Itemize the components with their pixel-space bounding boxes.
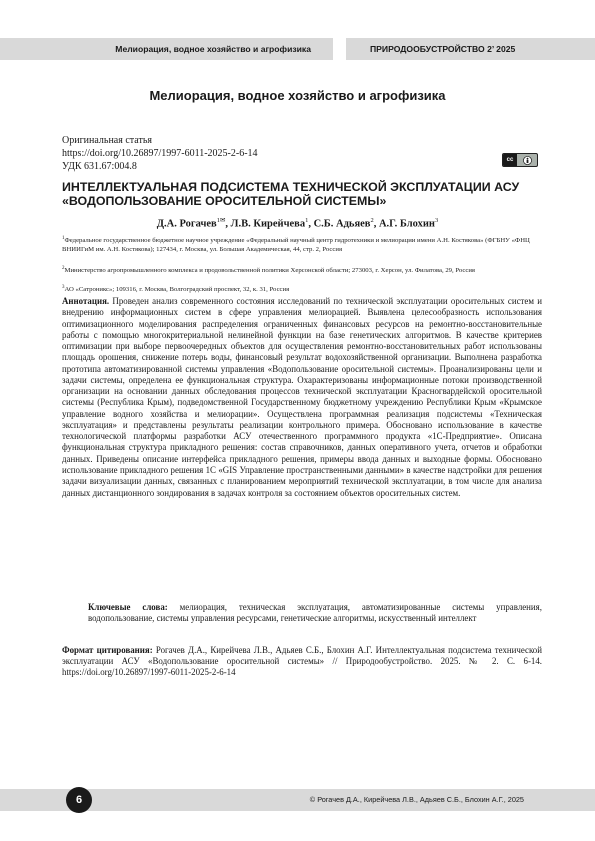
affiliation-text: Федеральное государственное бюджетное научное учреждение «Федеральный научный центр гидротехники и мелиорации имени А.Н. Костякова» (ФГБНУ «ФНЦ ВНИИГиМ им. А.Н. Костякова); 127434, г. Москва, ул. Большая Академическая, 44, стр. 2, Россия	[62, 237, 530, 254]
affiliation-text: Министерство агропромышленного комплекса и продовольственной политики Херсонской области; 273003, г. Херсон, ул. Филатова, 29, Россия	[64, 267, 476, 275]
abstract-label: Аннотация.	[62, 296, 110, 306]
copyright-notice: © Рогачев Д.А., Кирейчева Л.В., Адьяев С.Б., Блохин А.Г., 2025	[309, 795, 524, 804]
affiliation-2	[62, 264, 542, 275]
article-meta	[62, 134, 258, 173]
author-affiliation-ref: 1✉	[216, 217, 226, 224]
author-name: С.Б. Адьяев	[313, 218, 371, 230]
citation-text: Рогачев Д.А., Кирейчева Л.В., Адьяев С.Б., Блохин А.Г. Интеллектуальная подсистема технической эксплуатации АСУ «Водопользование оросительной системы» // Природообустройство. 2025. № 2. С. 6-14. https://doi.org/10.26897/1997-6011-2025-2-6-14	[62, 645, 542, 678]
affiliation-number: 2	[62, 266, 65, 271]
author-name: Д.А. Рогачев	[156, 218, 217, 230]
author-separator: ,	[225, 218, 231, 230]
attribution-person-icon	[517, 154, 537, 166]
affiliation-number: 3	[62, 285, 65, 290]
udc-code: УДК 631.67:004.8	[62, 161, 137, 172]
author-name: Л.В. Кирейчева	[230, 218, 306, 230]
page-number: 6	[66, 787, 92, 813]
author-separator: ,	[308, 218, 314, 230]
author-separator: ,	[373, 218, 379, 230]
article-title: ИНТЕЛЛЕКТУАЛЬНАЯ ПОДСИСТЕМА ТЕХНИЧЕСКОЙ ЭКСПЛУАТАЦИИ АСУ «ВОДОПОЛЬЗОВАНИЕ ОРОСИТЕЛЬНОЙ СИСТЕМЫ»	[62, 180, 520, 208]
running-header-section: Мелиорация, водное хозяйство и агрофизика	[0, 38, 333, 60]
keywords	[88, 602, 542, 624]
section-title: Мелиорация, водное хозяйство и агрофизика	[149, 88, 446, 103]
article-type: Оригинальная статья	[62, 135, 152, 146]
abstract-text: Проведен анализ современного состояния исследований по технической эксплуатации оросительных систем и внедрению информационных систем в сфере управления мелиорацией. Выявлена целесообразность использования оптимизационного моделирования распределения ограниченных финансовых ресурсов на ремонтно-восстановительные работы с помощью многокритериальной нелинейной функции на базе генетических алгоритмов. В качестве критериев оптимизации при выборе первоочередных объектов для осуществления ремонтно-восстановительных работ использованы площадь орошения, снижение потерь воды, финансовый результат водохозяйственной организации. Выполнена разработка прототипа автоматизированной системы управления «Водопользование оросительной системы». Проанализированы цели и задачи системы, определена ее функциональная структура. Охарактеризованы информационные потоки производственной организации на основании данных обследования процессов технической эксплуатации Красногвардейской оросительной системы (Республика Крым), подведомственной Государственному бюджетному учреждению Республики Крым «Крымское управление водного хозяйства и мелиорации». Осуществлена программная реализация подсистемы «Техническая эксплуатация» и представлены результаты реализации контрольного примера. Обосновано использование в качестве технологической платформы разработки АСУ отечественного программного продукта «1С-Предприятие». Описана функциональная структура прикладного решения: состав справочников, данных оперативного учета, отчетов и обработки данных. Приведены описание интерфейса прикладного решения, примеры ввода данных и выходные формы. Обосновано использование прикладного решения 1С «GIS Управление пространственными данными» в качестве надстройки для решения задачи визуализации данных, связанных с планированием мероприятий технической эксплуатации, в том числе для анализа данных дистанционного зондирования в задачах контроля за состоянием объектов оросительных систем.	[62, 296, 542, 498]
cc-logo-icon: cc	[503, 154, 517, 166]
affiliation-3	[62, 283, 542, 294]
citation-label: Формат цитирования:	[62, 645, 153, 655]
author-name: А.Г. Блохин	[378, 218, 435, 230]
author-list	[0, 216, 595, 230]
author-affiliation-ref: 1	[305, 217, 309, 224]
author-affiliation-ref: 3	[434, 217, 439, 224]
affiliation-number: 1	[62, 236, 65, 241]
author-affiliation-ref: 2	[370, 217, 374, 224]
citation-format	[62, 645, 542, 679]
running-header-journal: ПРИРОДООБУСТРОЙСТВО 2’ 2025	[346, 38, 595, 60]
affiliation-text: АО «Сатроникс»; 109316, г. Москва, Волгоградский проспект, 32, к. 31, Россия	[64, 286, 290, 294]
abstract	[62, 296, 542, 499]
keywords-text: мелиорация, техническая эксплуатация, автоматизированные системы управления, водопользование, системы управления ресурсами, генетические алгоритмы, искусственный интеллект	[88, 602, 542, 624]
doi-link[interactable]: https://doi.org/10.26897/1997-6011-2025-2-6-14	[62, 148, 258, 159]
cc-license-badge[interactable]	[502, 153, 538, 167]
keywords-label: Ключевые слова:	[88, 602, 168, 612]
affiliation-1	[62, 234, 542, 254]
